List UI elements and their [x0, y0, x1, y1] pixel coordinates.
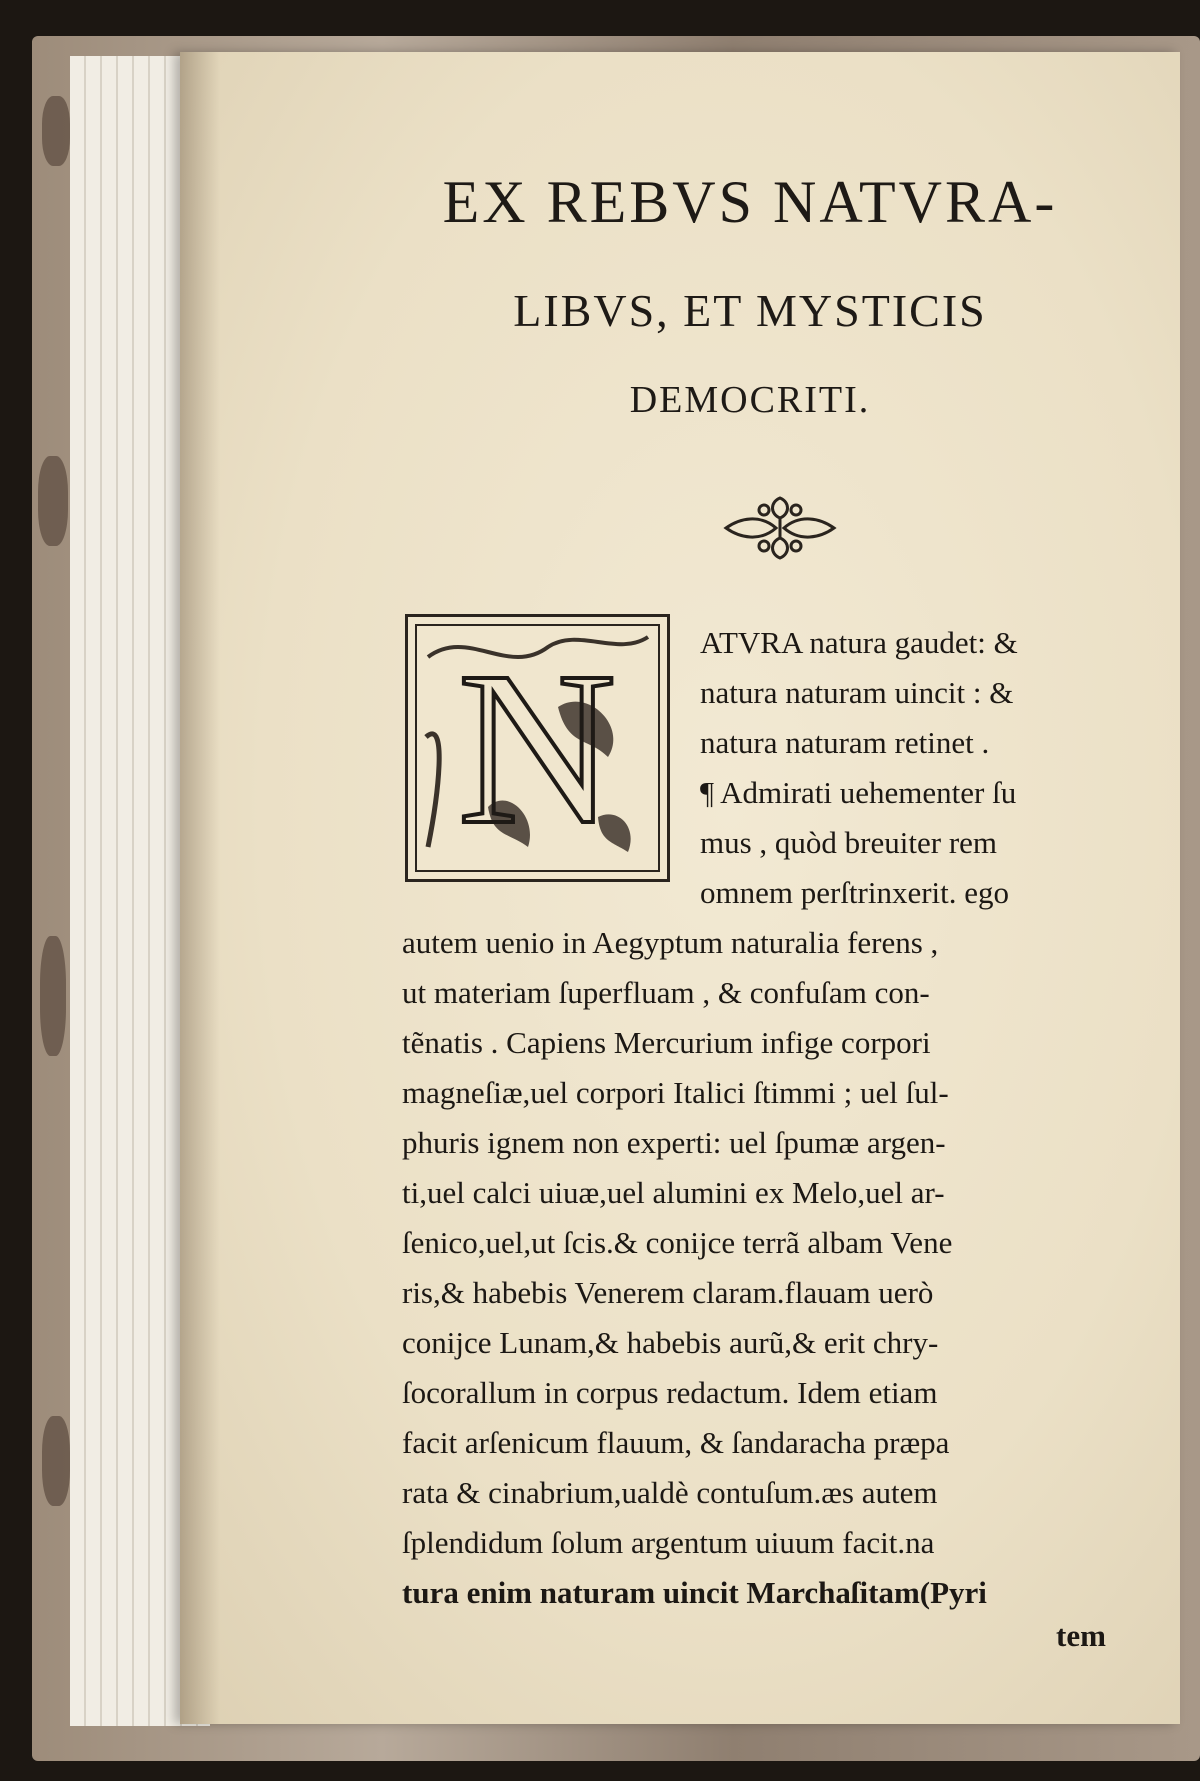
text-line: rata & cinabrium,ualdè contuſum.æs autem [402, 1475, 938, 1510]
text-line: ſocorallum in corpus redactum. Idem etiam [402, 1375, 938, 1410]
text-line: phuris ignem non experti: uel ſpumæ argen- [402, 1125, 946, 1160]
cover-stain [40, 936, 66, 1056]
decorated-initial-letter [405, 614, 670, 882]
text-line: ATVRA natura gaudet: & [700, 625, 1018, 660]
heading-line-1: EX REBVS NATVRA- [442, 169, 1058, 235]
text-line: natura naturam retinet . [700, 725, 990, 760]
text-line: autem uenio in Aegyptum naturalia ferens , [402, 925, 939, 960]
text-line: conijce Lunam,& habebis aurũ,& erit chry- [402, 1325, 939, 1360]
text-line: ris,& habebis Venerem claram.flauam uerò [402, 1275, 934, 1310]
initial-glyph: N [457, 626, 617, 870]
catchword: tem [1056, 1618, 1106, 1653]
text-line: omnem perſtrinxerit. ego [700, 875, 1010, 910]
heading-line-3: DEMOCRITI. [629, 379, 871, 421]
heading-line-2: LIBVS, ET MYSTICIS [513, 285, 987, 336]
text-line: ¶ Admirati uehementer ſu [700, 775, 1017, 810]
text-line: tura enim naturam uincit Marchaſitam(Pyri [402, 1575, 987, 1610]
cover-stain [38, 456, 68, 546]
text-line: ſenico,uel,ut ſcis.& conijce terrã albam Vene [402, 1225, 953, 1260]
text-line: magneſiæ,uel corpori Italici ſtimmi ; uel ſul- [402, 1075, 949, 1110]
cover-stain [42, 96, 70, 166]
text-line: mus , quòd breuiter rem [700, 825, 998, 860]
initial-artwork [408, 617, 667, 879]
text-line: ſplendidum ſolum argentum uiuum facit.na [402, 1525, 935, 1560]
text-line: ti,uel calci uiuæ,uel alumini ex Melo,uel ar- [402, 1175, 945, 1210]
text-line: facit arſenicum flauum, & ſandaracha præpa [402, 1425, 950, 1460]
page-gutter-shadow [180, 52, 220, 1724]
cover-stain [42, 1416, 70, 1506]
text-line: natura naturam uincit : & [700, 675, 1014, 710]
text-line: ut materiam ſuperfluam , & confuſam con- [402, 975, 930, 1010]
text-line: tẽnatis . Capiens Mercurium infige corpori [402, 1025, 931, 1060]
fleuron-ornament [720, 492, 840, 564]
